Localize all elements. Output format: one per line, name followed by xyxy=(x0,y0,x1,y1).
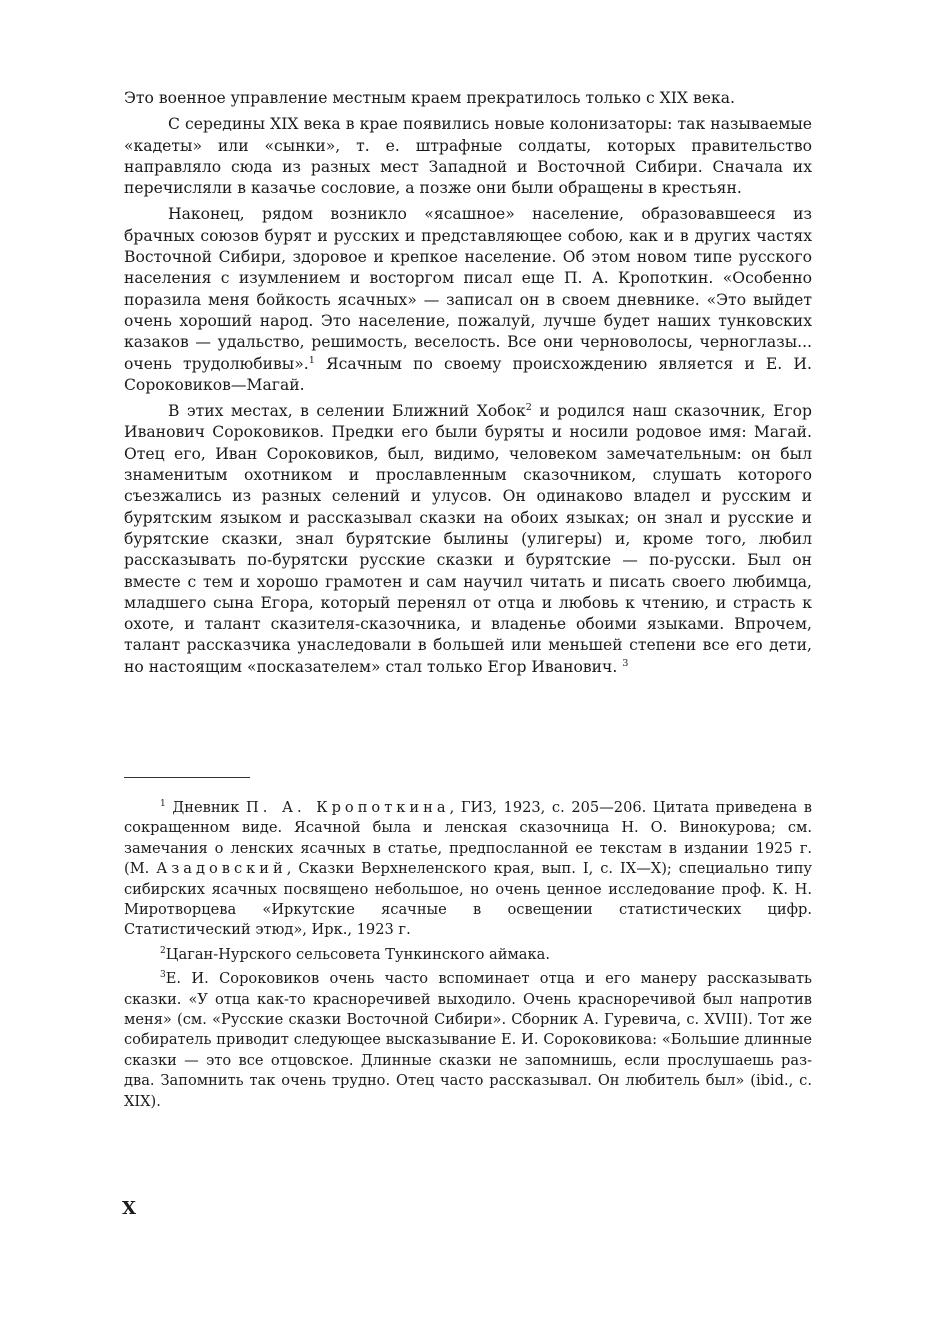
footnotes xyxy=(124,798,812,1116)
footnote-number: 1 xyxy=(160,799,166,810)
main-text xyxy=(124,88,812,683)
paragraph-2: С середины XIX века в крае появились новые колонизаторы: так называемые «кадеты» или «сынки», т. е. штрафные солдаты, которых правительство направляло сюда из разных мест Западной и Восточной Сибири. Сначала их перечисляли в казачье сословие, а позже они были обращены в крестьян. xyxy=(124,115,812,198)
paragraph-3: Наконец, рядом возникло «ясашное» население, образовавшееся из брачных союзов бурят и русских и представляющее собою, как и в других частях Восточной Сибири, здоровое и крепкое население. Об этом новом типе русского населения с изумлением и восторгом писал еще П. А. Кропоткин. «Особенно поразила меня бойкость ясачных» — записал он в своем дневнике. «Это выйдет очень хороший народ. Это население, пожалуй, лучше будет наших тунковских казаков — удальство, решимость, веселость. Все они черноволосы, черноглазы... очень трудолюбивы».$^1$ Ясачным по своему происхождению является и Е. И. Сороковиков—Магай. xyxy=(124,205,812,394)
footnote-3: $^3$Е. И. Сороковиков очень часто вспоминает отца и его манеру рассказывать сказки. «У отца как-то красноречивей выходило. Очень красноречивой был напротив меня» (см. «Русские сказки Восточной Сибири». Сборник А. Гуревича, с. XVIII). Тот же собиратель приводит следующее высказывание Е. И. Сороковикова: «Большие длинные сказки — это все отцовское. Длинные сказки не запомнишь, если прослушаешь раз-два. Запомнить так очень трудно. Отец часто рассказывал. Он любитель был» (ibid., с. XIX). xyxy=(124,970,812,1110)
footnote-number: 3 xyxy=(160,970,166,981)
paragraph-4: В этих местах, в селении Ближний Хобок$^2$ и родился наш сказочник, Егор Иванович Сороковиков. Предки его были буряты и носили родовое имя: Магай. Отец его, Иван Сороковиков, был, видимо, человеком замечательным: он был знаменитым охотником и прославленным сказочником, слушать которого съезжались из разных селений и улусов. Он одинаково владел и русским и бурятским языком и рассказывал сказки на обоих языках; он знал и русские и бурятские сказки, знал бурятские былины (улигеры) и, кроме того, любил рассказывать по-бурятски русские сказки и бурятские — по-русски. Был он вместе с тем и хорошо грамотен и сам научил читать и писать своего любимца, младшего сына Егора, который перенял от отца и любовь к чтению, и страсть к охоте, и талант сказителя-сказочника, и владенье обоими языками. Впрочем, талант рассказчика унаследовали в большей или меньшей степени все его дети, но настоящим «посказателем» стал только Егор Иванович. $^3$ xyxy=(124,401,812,676)
footnote-number: 2 xyxy=(160,945,166,956)
footnote-ref-1[interactable]: 1 xyxy=(308,354,315,366)
footnote-2: $^2$Цаган-Нурского сельсовета Тункинского аймака. xyxy=(160,945,550,963)
footnote-1: $^1$ Дневник П. А. Кропоткина, ГИЗ, 1923, с. 205—206. Цитата приведена в сокращенном виде. Ясачной была и ленская сказочница Н. О. Винокурова; см. замечания о ленских ясачных в статье, предпосланной ее текстам в издании 1925 г. (М. Азадовский, Сказки Верхнеленского края, вып. I, с. IX—X); специально типу сибирских ясачных посвящено небольшое, но очень ценное исследование проф. К. Н. Миротворцева «Иркутские ясачные в освещении статистических цифр. Статистический этюд», Ирк., 1923 г. xyxy=(124,799,813,939)
paragraph-1: Это военное управление местным краем прекратилось только с XIX века. xyxy=(124,89,735,107)
footnote-ref-3[interactable]: 3 xyxy=(622,657,629,669)
page-number: X xyxy=(122,1198,136,1219)
footnote-ref-2[interactable]: 2 xyxy=(525,401,532,413)
footnote-separator xyxy=(124,777,250,778)
